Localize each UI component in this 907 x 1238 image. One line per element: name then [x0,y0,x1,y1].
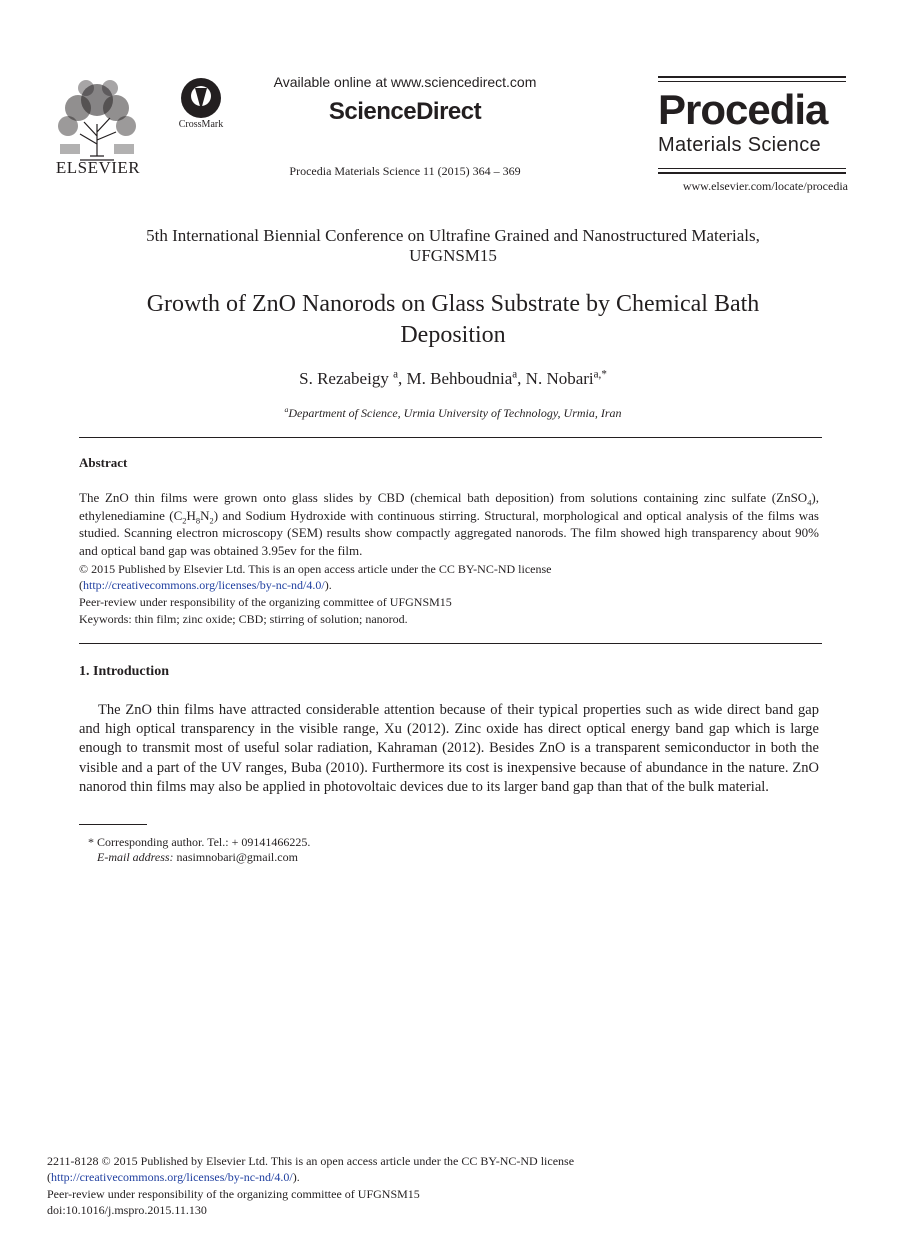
procedia-journal-title: Procedia [658,86,828,133]
section-divider [79,643,822,644]
conference-line: 5th International Biennial Conference on Ultrafine Grained and Nanostructured Materials, [146,226,760,245]
crossmark-icon[interactable] [178,76,224,120]
procedia-journal-subtitle: Materials Science [658,134,821,156]
subscript: 2 [182,515,187,526]
abstract-text: H [186,507,196,523]
author-separator: , [517,369,526,388]
abstract-text: ) and Sodium Hydroxide with continuous stirring. Structural, morphological and optical analysis of the films was studied. Scanning electron microscopy (SEM) results show compactly aggregated nanorods. The film showed high transparency about 90% and optical band gap was obtained 3.95ev for the film. [79,507,819,558]
article-title-line: Deposition [400,322,506,348]
introduction-heading: 1. Introduction [79,664,169,679]
conference-line: UFGNSM15 [409,246,497,265]
procedia-rule [658,76,846,78]
license-paren: ). [292,1170,300,1184]
elsevier-wordmark: ELSEVIER [55,158,141,177]
abstract-text: ), ethylenediamine (C [79,490,819,523]
conference-name [80,226,826,266]
author-name: S. Rezabeigy [299,369,389,388]
email-label: E-mail address: [97,850,174,864]
author-list [80,369,826,389]
copyright-notice: © 2015 Published by Elsevier Ltd. This is an open access article under the CC BY-NC-ND license [79,562,552,576]
procedia-url-link[interactable]: www.elsevier.com/locate/procedia [682,179,848,193]
author-name: M. Behboudnia [406,369,513,388]
section-divider [79,437,822,438]
author-affiliation-mark: a [512,368,518,381]
license-link[interactable]: http://creativecommons.org/licenses/by-nc-nd/4.0/ [83,578,325,592]
footer-peer-review: Peer-review under responsibility of the organizing committee of UFGNSM15 [47,1187,420,1201]
subscript: 8 [195,515,201,526]
affiliation-mark: a [284,405,289,414]
subscript: 2 [209,515,214,526]
journal-reference: Procedia Materials Science 11 (2015) 364 – 369 [289,164,521,178]
corresponding-author-note: * Corresponding author. Tel.: + 09141466225. [88,835,311,849]
affiliation [80,406,826,421]
abstract-text: N [200,507,210,523]
subscript: 4 [807,497,812,508]
introduction-body: The ZnO thin films have attracted considerable attention because of their typical properties such as wide direct band gap and high optical transparency in the visible range, Xu (2012). Zinc oxide has direct optical energy band gap which is large enough to transmit most of useful solar radiation, Kahraman (2012). Besides ZnO is a transparent semiconductor in both the visible and a part of the UV ranges, Buba (2010). Furthermore its cost is inexpensive because of abundance in the nature. ZnO nanorod thin films may also be applied in photovoltaic devices due to its larger band gap than that of the bulk material. [79,702,819,795]
procedia-rule [658,168,846,169]
available-online-text: Available online at www.sciencedirect.com [273,74,537,90]
issn-line: 2211-8128 © 2015 Published by Elsevier Ltd. This is an open access article under the CC BY-NC-ND license [47,1154,575,1168]
license-paren: ). [324,578,332,592]
abstract-body [79,489,819,559]
author-affiliation-mark: a [393,368,398,381]
affiliation-text: Department of Science, Urmia University of Technology, Urmia, Iran [288,406,622,420]
footer-license-link[interactable]: http://creativecommons.org/licenses/by-nc-nd/4.0/ [51,1170,293,1184]
article-title-line: Growth of ZnO Nanorods on Glass Substrate by Chemical Bath [146,291,760,317]
email-line [97,850,298,865]
procedia-rule [658,172,846,174]
author-name: N. Nobari [525,369,594,388]
footer-license-line [47,1170,300,1185]
abstract-heading: Abstract [79,455,128,470]
author-separator: , [397,369,407,388]
sciencedirect-wordmark: ScienceDirect [328,98,482,125]
author-affiliation-mark: a,* [593,368,607,381]
license-paren: ( [79,578,83,592]
email-address[interactable]: nasimnobari@gmail.com [176,850,298,864]
license-line [79,578,332,593]
abstract-text: The ZnO thin films were grown onto glass slides by CBD (chemical bath deposition) from solutions containing zinc sulfate (ZnSO [79,490,808,505]
license-paren: ( [47,1170,51,1184]
procedia-rule [658,81,846,82]
keywords: Keywords: thin film; zinc oxide; CBD; stirring of solution; nanorod. [79,612,408,626]
peer-review-note: Peer-review under responsibility of the organizing committee of UFGNSM15 [79,595,452,609]
article-title [80,289,826,351]
crossmark-label: CrossMark [178,119,224,130]
footnote-divider [79,824,147,825]
doi[interactable]: doi:10.1016/j.mspro.2015.11.130 [47,1203,207,1217]
